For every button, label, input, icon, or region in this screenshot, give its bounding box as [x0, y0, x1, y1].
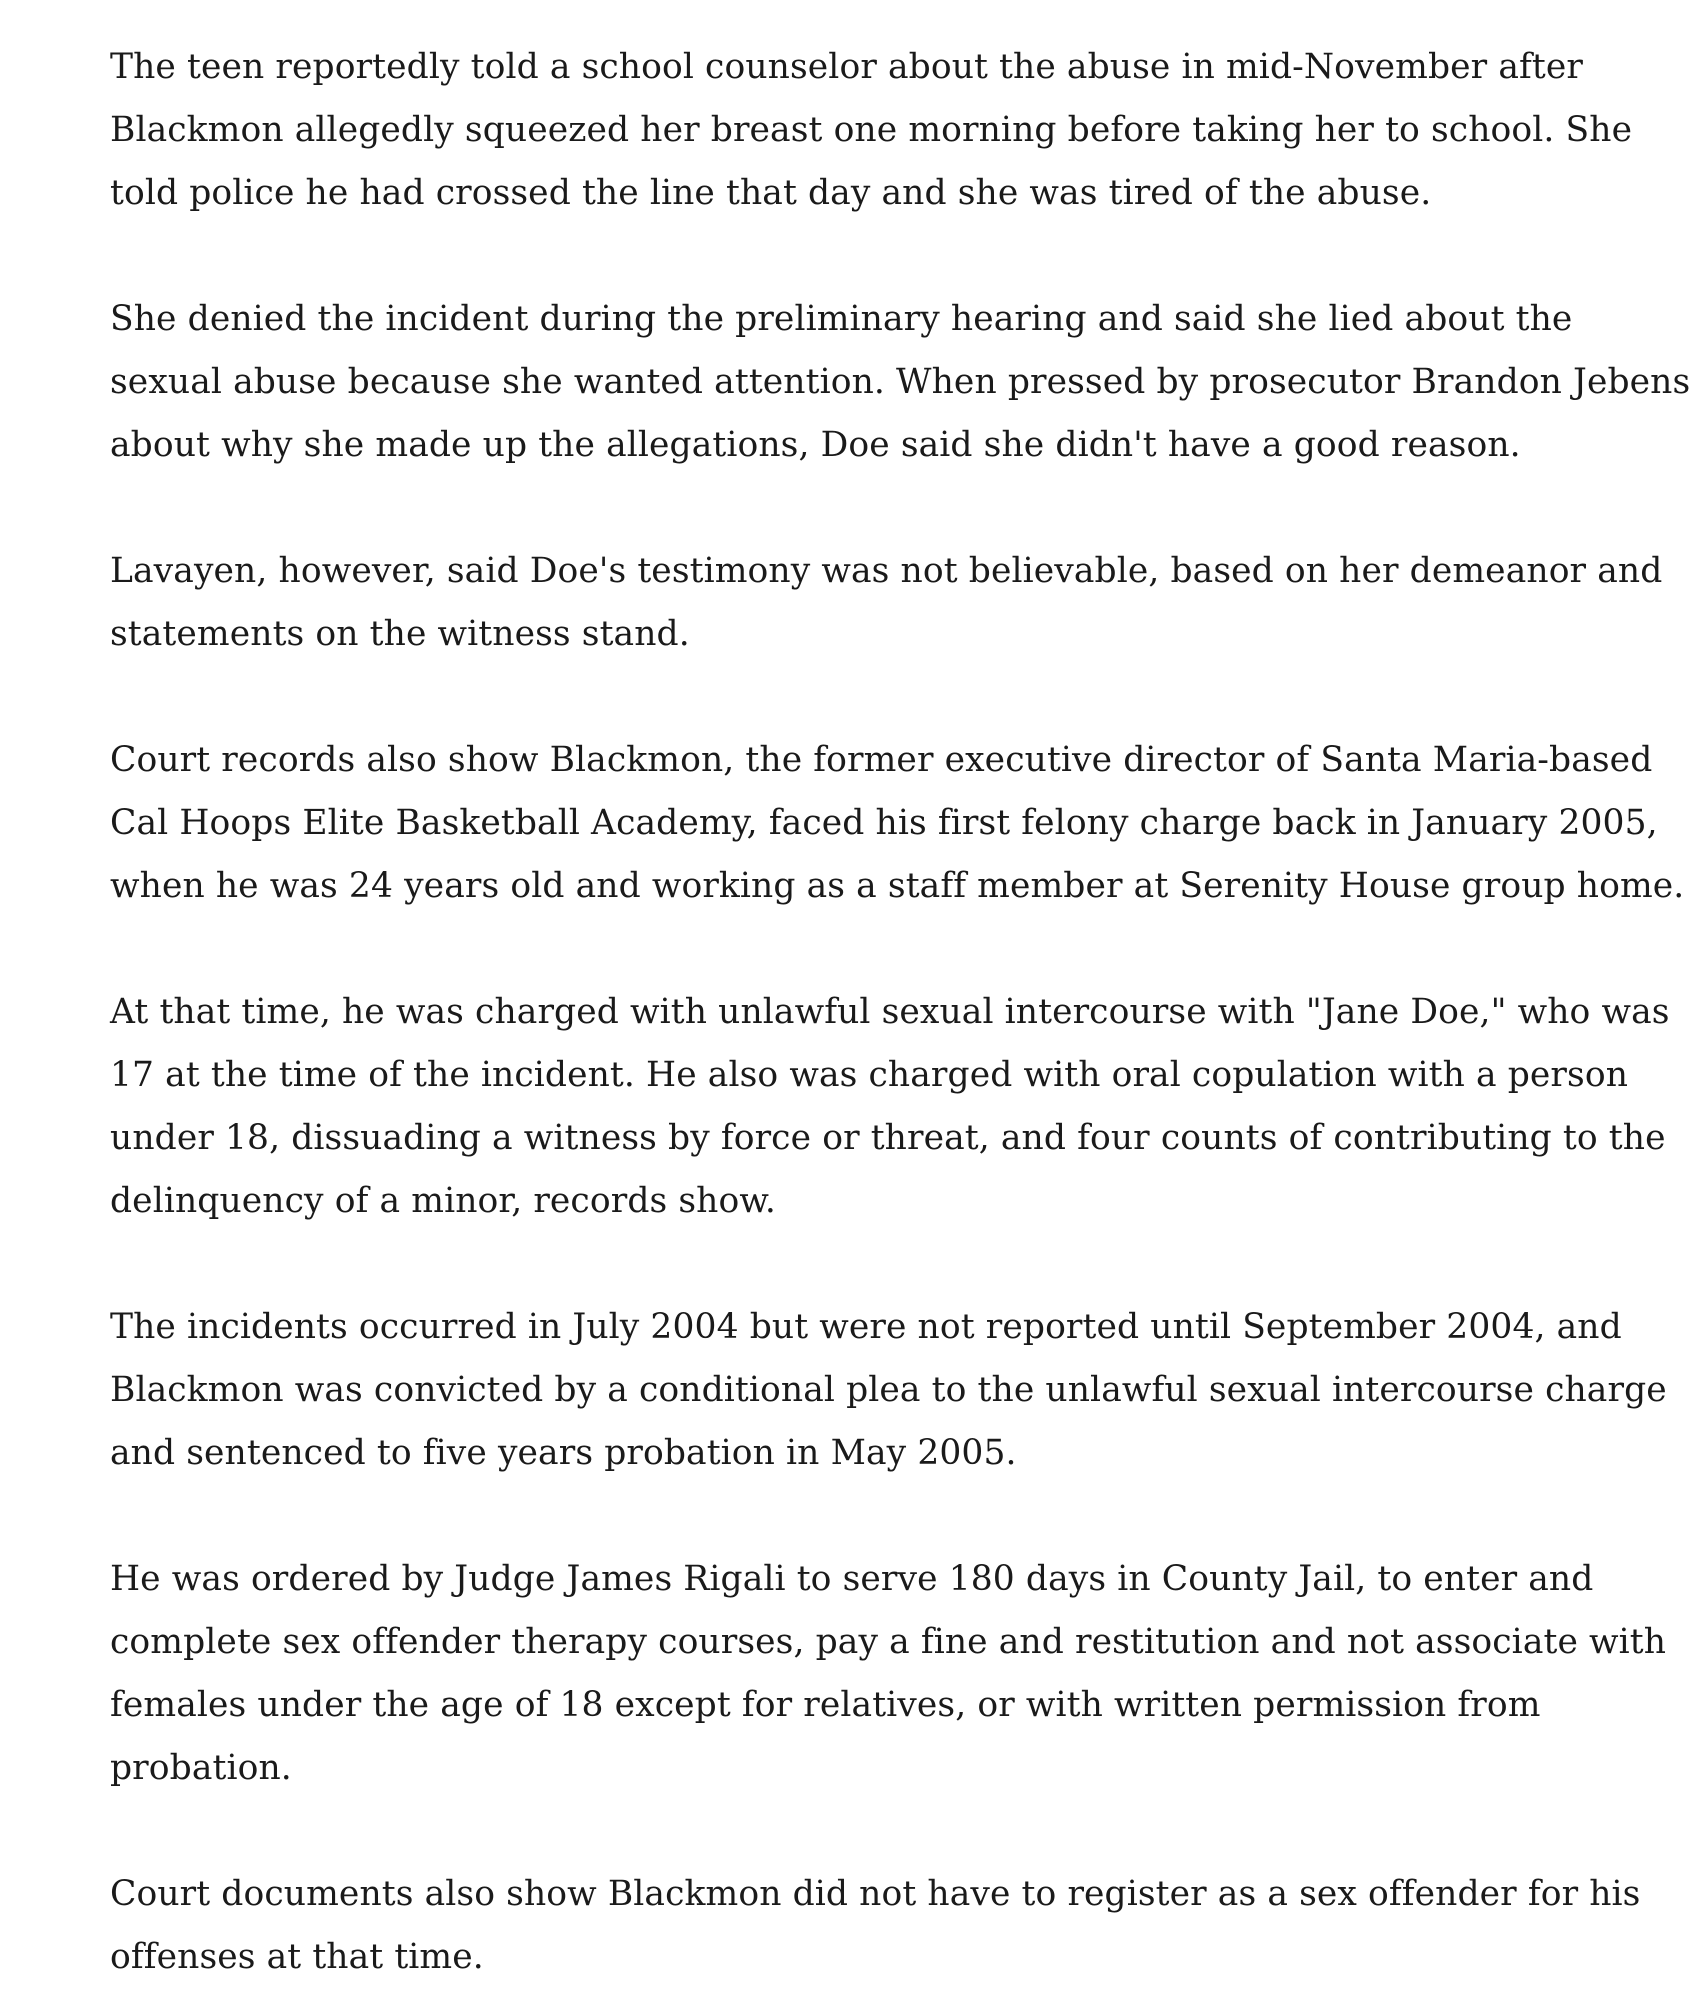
text-line: Court records also show Blackmon, the former executive director of Santa Maria-based: [110, 740, 1653, 780]
text-line: under 18, dissuading a witness by force or threat, and four counts of contributing to the: [110, 1118, 1666, 1158]
text-line: and sentenced to five years probation in May 2005.: [110, 1433, 1017, 1473]
text-line: Lavayen, however, said Doe's testimony was not believable, based on her demeanor and: [110, 551, 1663, 591]
text-line: complete sex offender therapy courses, pay a fine and restitution and not associate with: [110, 1622, 1667, 1662]
paragraph-4: [110, 729, 1685, 918]
paragraph-7: [110, 1548, 1667, 1800]
paragraph-6: [110, 1296, 1667, 1485]
paragraph-3: [110, 540, 1663, 666]
text-line: about why she made up the allegations, Doe said she didn't have a good reason.: [110, 425, 1521, 465]
text-line: 17 at the time of the incident. He also was charged with oral copulation with a person: [110, 1055, 1629, 1095]
text-line: when he was 24 years old and working as a staff member at Serenity House group home.: [110, 866, 1685, 906]
paragraph-1: [110, 36, 1633, 225]
text-line: females under the age of 18 except for relatives, or with written permission from: [110, 1685, 1541, 1725]
text-line: Blackmon was convicted by a conditional plea to the unlawful sexual intercourse charge: [110, 1370, 1667, 1410]
text-line: She denied the incident during the preliminary hearing and said she lied about the: [110, 299, 1573, 339]
paragraph-5: [110, 981, 1670, 1233]
paragraph-2: [110, 288, 1691, 477]
text-line: statements on the witness stand.: [110, 614, 690, 654]
text-line: told police he had crossed the line that day and she was tired of the abuse.: [110, 173, 1432, 213]
article-body: [110, 36, 1691, 1989]
text-line: probation.: [110, 1748, 292, 1788]
text-line: He was ordered by Judge James Rigali to serve 180 days in County Jail, to enter and: [110, 1559, 1594, 1599]
text-line: At that time, he was charged with unlawful sexual intercourse with "Jane Doe," who was: [110, 992, 1670, 1032]
text-line: sexual abuse because she wanted attention. When pressed by prosecutor Brandon Jebens: [110, 362, 1691, 402]
text-line: Cal Hoops Elite Basketball Academy, faced his first felony charge back in January 2005,: [110, 803, 1658, 843]
text-line: The teen reportedly told a school counselor about the abuse in mid-November after: [110, 47, 1583, 87]
text-line: offenses at that time.: [110, 1937, 484, 1977]
text-line: The incidents occurred in July 2004 but were not reported until September 2004, and: [110, 1307, 1622, 1347]
text-line: Blackmon allegedly squeezed her breast one morning before taking her to school. She: [110, 110, 1633, 150]
text-line: delinquency of a minor, records show.: [110, 1181, 776, 1221]
paragraph-8: [110, 1863, 1641, 1989]
text-line: Court documents also show Blackmon did not have to register as a sex offender for his: [110, 1874, 1641, 1914]
